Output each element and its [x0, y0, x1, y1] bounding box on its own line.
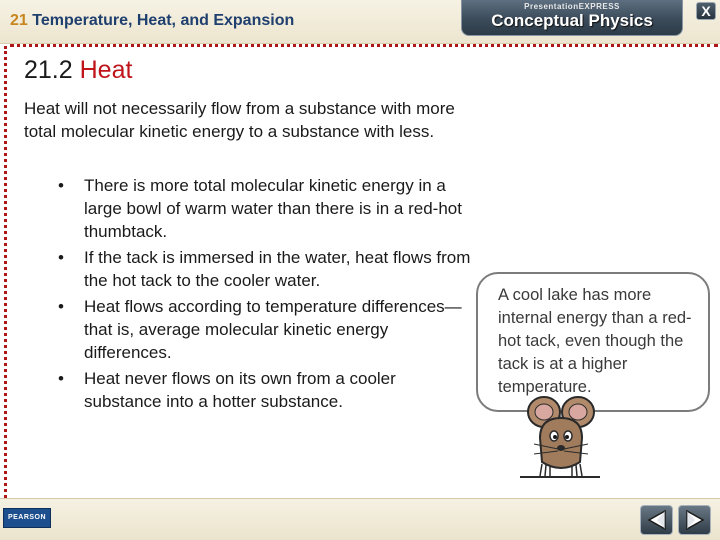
divider-dotted-top — [10, 44, 718, 47]
intro-paragraph: Heat will not necessarily flow from a substance with more total molecular kinetic energy to a substance with less. — [24, 99, 455, 141]
close-button[interactable]: X — [696, 2, 716, 20]
divider-dotted-left — [4, 46, 7, 498]
next-slide-button[interactable] — [678, 505, 711, 535]
bullet-item — [56, 367, 476, 413]
triangle-left-icon — [645, 509, 669, 531]
chapter-title-text: Temperature, Heat, and Expansion — [32, 12, 295, 29]
bullet-icon: • — [58, 369, 64, 388]
brand-banner — [461, 0, 683, 36]
section-title: Heat — [79, 56, 133, 84]
section-number: 21.2 — [24, 56, 73, 84]
mouse-icon — [520, 378, 600, 488]
bullet-item — [56, 295, 476, 364]
bullet-text: Heat flows according to temperature differences—that is, average molecular kinetic energy differences. — [84, 297, 462, 362]
footer-bar — [0, 498, 720, 540]
triangle-right-icon — [683, 509, 707, 531]
bullet-icon: • — [58, 176, 64, 195]
bullet-list — [56, 174, 476, 416]
section-heading — [24, 56, 132, 85]
speech-bubble-text: A cool lake has more internal energy than a red-hot tack, even though the tack is at a higher temperature. — [498, 286, 692, 396]
bullet-icon: • — [58, 297, 64, 316]
bullet-item — [56, 246, 476, 292]
chapter-number: 21 — [10, 12, 28, 29]
bullet-icon: • — [58, 248, 64, 267]
bullet-text: Heat never flows on its own from a cooler substance into a hotter substance. — [84, 369, 396, 411]
bullet-text: If the tack is immersed in the water, heat flows from the hot tack to the cooler water. — [84, 248, 471, 290]
bullet-text: There is more total molecular kinetic energy in a large bowl of warm water than there is in a red-hot thumbtack. — [84, 176, 462, 241]
brand-top: PresentationEXPRESS — [524, 2, 620, 11]
bullet-item — [56, 174, 476, 243]
pearson-logo: PEARSON — [3, 508, 51, 528]
previous-slide-button[interactable] — [640, 505, 673, 535]
brand-name: Conceptual Physics — [491, 11, 653, 30]
chapter-title — [10, 12, 294, 30]
